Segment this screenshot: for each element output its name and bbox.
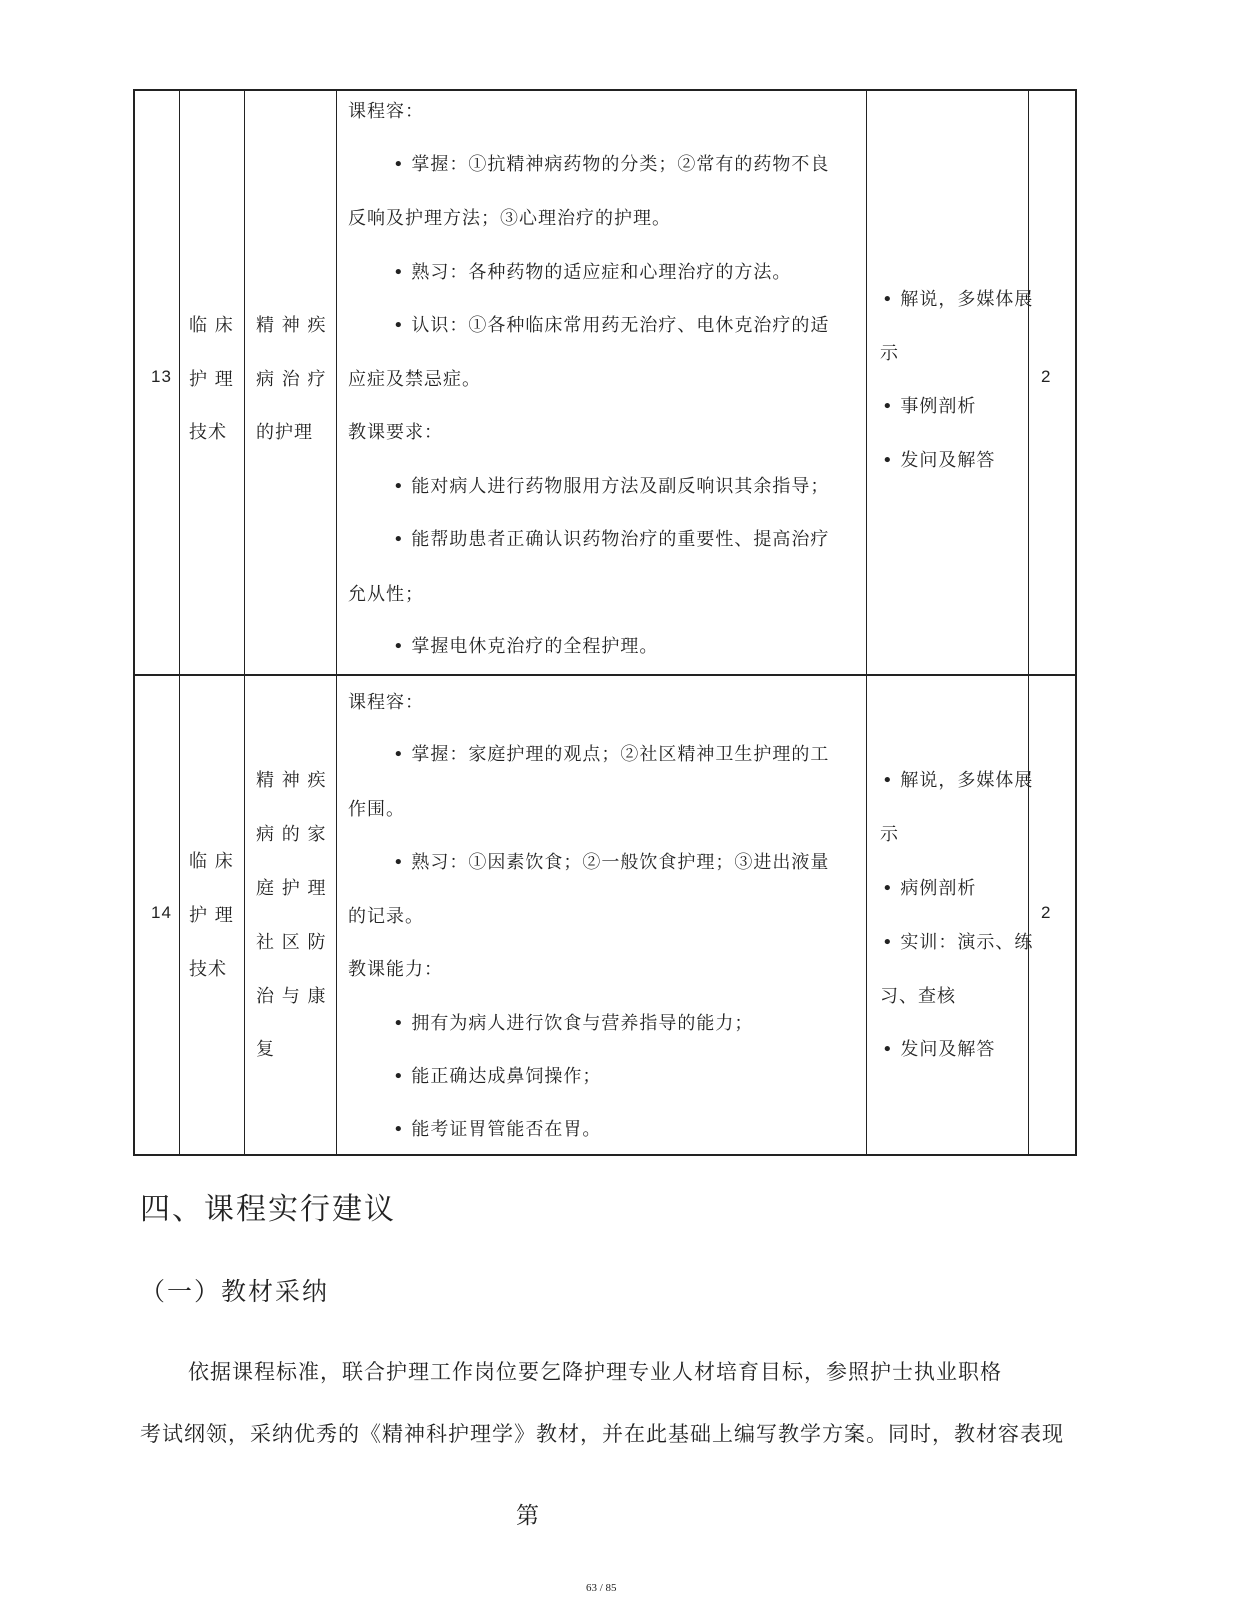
content-line: • 熟习：①因素饮食；②一般饮食护理；③进出液量	[393, 852, 830, 873]
content-line: • 掌握：①抗精神病药物的分类；②常有的药物不良	[393, 154, 830, 175]
method-line: • 发问及解答	[882, 1039, 996, 1060]
method-line: • 事例剖析	[882, 396, 977, 417]
row-index: 13	[151, 367, 172, 386]
table-border-right	[1075, 89, 1077, 1156]
content-line: • 能对病人进行药物服用方法及副反响识其余指导；	[393, 476, 830, 497]
content-line: • 熟习：各种药物的适应症和心理治疗的方法。	[393, 262, 792, 283]
table-col-divider	[1028, 89, 1029, 1156]
topic-line: 精 神 疾	[256, 770, 327, 791]
table-col-divider	[866, 89, 867, 1156]
page-number: 63 / 85	[586, 1582, 617, 1594]
table-col-divider	[244, 89, 245, 1156]
paragraph-line: 依据课程标准，联合护理工作岗位要乞降护理专业人材培育目标，参照护士执业职格	[188, 1360, 1002, 1384]
content-line: • 拥有为病人进行饮食与营养指导的能力；	[393, 1013, 754, 1034]
topic-line: 社 区 防	[256, 932, 327, 953]
row-hours: 2	[1041, 367, 1052, 386]
category-line: 临 床	[189, 851, 234, 872]
topic-line: 病 治 疗	[256, 369, 327, 390]
paragraph-line: 考试纲领，采纳优秀的《精神科护理学》教材，并在此基础上编写教学方案。同时，教材容表现	[140, 1422, 1064, 1446]
method-line: • 病例剖析	[882, 878, 977, 899]
method-line: • 解说，多媒体展	[882, 289, 1034, 310]
content-line: 教课能力：	[348, 959, 443, 980]
content-line: • 掌握：家庭护理的观点；②社区精神卫生护理的工	[393, 744, 830, 765]
method-line: 习、查核	[880, 986, 956, 1007]
table-border-left	[133, 89, 135, 1156]
method-line: • 实训：演示、练	[882, 932, 1034, 953]
content-line: • 认识：①各种临床常用药无治疗、电休克治疗的适	[393, 315, 830, 336]
method-line: • 解说，多媒体展	[882, 770, 1034, 791]
content-line: 允从性；	[348, 584, 424, 605]
content-line: 课程容：	[348, 101, 424, 122]
topic-line: 的护理	[256, 422, 313, 443]
table-col-divider	[336, 89, 337, 1156]
row-hours: 2	[1041, 903, 1052, 922]
section-heading: 四、课程实行建议	[140, 1192, 396, 1227]
method-line: • 发问及解答	[882, 450, 996, 471]
method-line: 示	[880, 824, 899, 845]
content-line: 反响及护理方法；③心理治疗的护理。	[348, 208, 671, 229]
category-line: 护 理	[189, 905, 234, 926]
subsection-heading: （一）教材采纳	[140, 1277, 330, 1306]
topic-line: 复	[256, 1039, 275, 1060]
table-border-top	[133, 89, 1077, 91]
table-row-divider	[133, 674, 1077, 676]
table-border-bottom	[133, 1154, 1077, 1156]
topic-line: 庭 护 理	[256, 878, 327, 899]
topic-line: 治 与 康	[256, 986, 327, 1007]
topic-line: 精 神 疾	[256, 315, 327, 336]
content-line: 的记录。	[348, 906, 424, 927]
content-line: 应症及禁忌症。	[348, 369, 481, 390]
category-line: 技术	[189, 422, 227, 443]
content-line: 作围。	[348, 799, 405, 820]
category-line: 技术	[189, 959, 227, 980]
topic-line: 病 的 家	[256, 824, 327, 845]
table-col-divider	[179, 89, 180, 1156]
category-line: 护 理	[189, 369, 234, 390]
content-line: • 能正确达成鼻饲操作；	[393, 1066, 602, 1087]
method-line: 示	[880, 343, 899, 364]
footer-word: 第	[516, 1503, 540, 1529]
category-line: 临 床	[189, 315, 234, 336]
row-index: 14	[151, 903, 172, 922]
content-line: • 掌握电休克治疗的全程护理。	[393, 636, 659, 657]
content-line: • 能帮助患者正确认识药物治疗的重要性、提高治疗	[393, 529, 830, 550]
content-line: 课程容：	[348, 692, 424, 713]
content-line: • 能考证胃管能否在胃。	[393, 1119, 602, 1140]
content-line: 教课要求：	[348, 422, 443, 443]
